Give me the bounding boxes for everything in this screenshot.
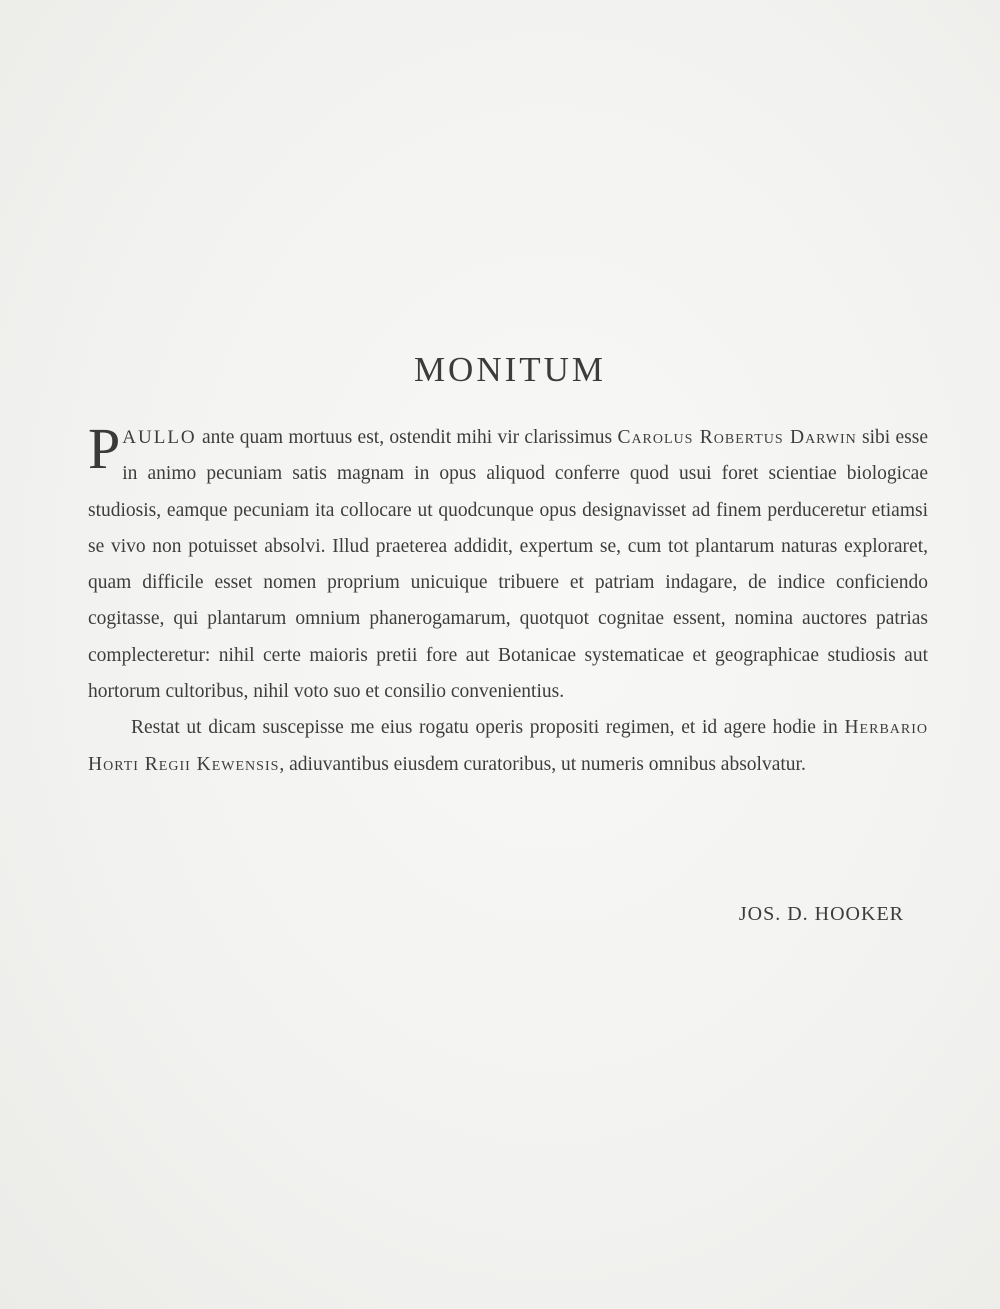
lead-word: AULLO: [122, 427, 197, 448]
name-darwin: Carolus Robertus Darwin: [617, 427, 857, 448]
paragraph-2-text-a: Restat ut dicam suscepisse me eius rogatu operis propositi regimen, et id agere hodie in: [131, 717, 845, 739]
paragraph-1: [88, 416, 928, 710]
name-herbarium: Herbario Horti Regii Kewensis: [88, 717, 928, 775]
paragraph-1-text-b: sibi esse in animo pecuniam satis magnam in opus aliquod conferre quod usui foret scientiae biologicae studiosis, eamque pecuniam ita collocare ut quodcunque opus designavisset ad finem perduceretur etiamsi se vivo non potuisset absolvi. Illud praeterea addidit, expertum se, cum tot plantarum naturas exploraret, quam difficile esset nomen proprium unicuique tribuere et patriam indagare, de indice conficiendo cogitasse, qui plantarum omnium phanerogamarum, quotquot cognitae essent, nomina auctores patrias complecteretur: nihil certe maioris pretii fore aut Botanicae systematicae et geographicae studiosis aut hortorum cultoribus, nihil voto suo et consilio convenientius.: [88, 427, 928, 703]
page-title: MONITUM: [413, 350, 607, 389]
paragraph-2: [88, 710, 928, 783]
drop-cap: P: [88, 416, 121, 481]
paragraph-1-text-a: ante quam mortuus est, ostendit mihi vir clarissimus: [196, 427, 618, 448]
document-body: [88, 416, 928, 783]
signature: JOS. D. HOOKER: [738, 903, 904, 925]
paragraph-2-text-b: , adiuvantibus eiusdem curatoribus, ut numeris omnibus absolvatur.: [279, 753, 806, 775]
